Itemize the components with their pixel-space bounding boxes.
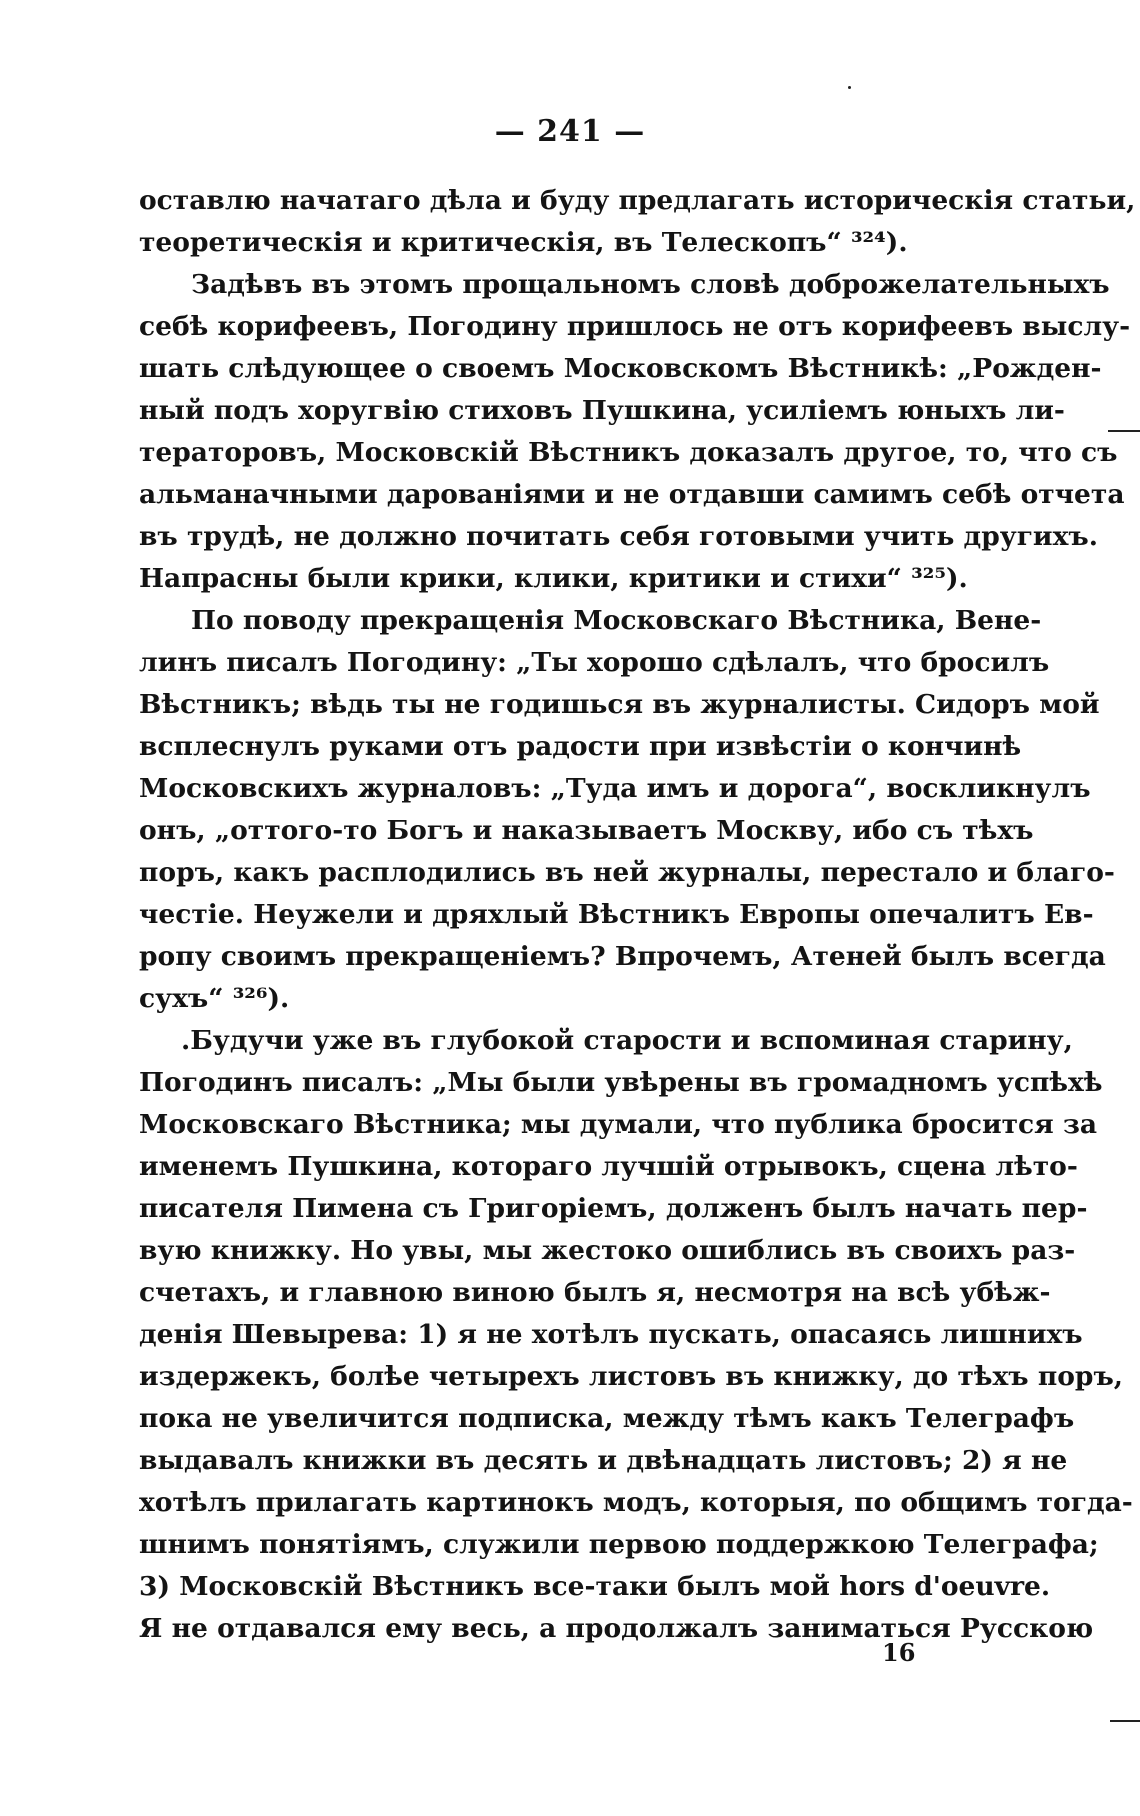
page-number: — 241 — <box>494 114 646 149</box>
text-line: вую книжку. Но увы, мы жестоко ошиблись въ своихъ раз- <box>139 1235 1076 1266</box>
text-line: теоретическія и критическія, въ Телескопъ“ ³²⁴). <box>139 227 908 258</box>
text-line: выдавалъ книжки въ десять и двѣнадцать листовъ; 2) я не <box>139 1445 1068 1476</box>
text-line: Напрасны были крики, клики, критики и стихи“ ³²⁵). <box>139 563 968 594</box>
text-line: Вѣстникъ; вѣдь ты не годишься въ журналисты. Сидоръ мой <box>139 689 1100 720</box>
text-line: линъ писалъ Погодину: „Ты хорошо сдѣлалъ, что бросилъ <box>139 647 1050 678</box>
text-line: Погодинъ писалъ: „Мы были увѣрены въ громадномъ успѣхѣ <box>139 1067 1103 1098</box>
text-line: оставлю начатаго дѣла и буду предлагать историческія статьи, <box>139 185 1136 216</box>
text-line: ный подъ хоругвію стиховъ Пушкина, усиліемъ юныхъ ли- <box>139 395 1065 426</box>
text-line: онъ, „оттого-то Богъ и наказываетъ Москву, ибо съ тѣхъ <box>139 815 1034 846</box>
text-line: 3) Московскій Вѣстникъ все-таки былъ мой hors d'oeuvre. <box>139 1571 1051 1602</box>
body-text <box>139 180 1136 1650</box>
text-line: По поводу прекращенія Московскаго Вѣстника, Вене- <box>191 605 1042 636</box>
text-line: именемъ Пушкина, котораго лучшій отрывокъ, сцена лѣто- <box>139 1151 1078 1182</box>
speck-mark <box>848 86 851 89</box>
text-line: счетахъ, и главною виною былъ я, несмотря на всѣ убѣж- <box>139 1277 1051 1308</box>
text-line: тераторовъ, Московскій Вѣстникъ доказалъ другое, то, что съ <box>139 437 1118 468</box>
text-line: хотѣлъ прилагать картинокъ модъ, которыя, по общимъ тогда- <box>139 1487 1133 1518</box>
text-line: себѣ корифеевъ, Погодину пришлось не отъ корифеевъ выслу- <box>139 311 1131 342</box>
text-line: Я не отдавался ему весь, а продолжалъ заниматься Русскою <box>139 1613 1094 1644</box>
edge-mark <box>1110 1720 1140 1722</box>
text-line: Задѣвъ въ этомъ прощальномъ словѣ доброжелательныхъ <box>191 269 1110 300</box>
text-line: въ трудѣ, не должно почитать себя готовыми учить другихъ. <box>139 521 1098 552</box>
text-line: писателя Пимена съ Григоріемъ, долженъ былъ начать пер- <box>139 1193 1088 1224</box>
text-line: Московскаго Вѣстника; мы думали, что публика бросится за <box>139 1109 1098 1140</box>
text-line: Московскихъ журналовъ: „Туда имъ и дорога“, воскликнулъ <box>139 773 1091 804</box>
text-line: пока не увеличится подписка, между тѣмъ какъ Телеграфъ <box>139 1403 1075 1434</box>
text-line: денія Шевырева: 1) я не хотѣлъ пускать, опасаясь лишнихъ <box>139 1319 1083 1350</box>
text-line: издержекъ, болѣе четырехъ листовъ въ книжку, до тѣхъ поръ, <box>139 1361 1124 1392</box>
signature-mark: 16 <box>882 1638 916 1667</box>
text-line: всплеснулъ руками отъ радости при извѣстіи о кончинѣ <box>139 731 1022 762</box>
text-line: поръ, какъ расплодились въ ней журналы, перестало и благо- <box>139 857 1115 888</box>
text-line: шать слѣдующее о своемъ Московскомъ Вѣстникѣ: „Рожден- <box>139 353 1102 384</box>
text-line: .Будучи уже въ глубокой старости и вспоминая старину, <box>181 1025 1073 1056</box>
text-line: честіе. Неужели и дряхлый Вѣстникъ Европы опечалитъ Ев- <box>139 899 1094 930</box>
text-line: сухъ“ ³²⁶). <box>139 983 290 1014</box>
text-line: шнимъ понятіямъ, служили первою поддержкою Телеграфа; <box>139 1529 1099 1560</box>
edge-mark <box>1108 430 1140 432</box>
text-line: альманачными дарованіями и не отдавши самимъ себѣ отчета <box>139 479 1125 510</box>
text-line: ропу своимъ прекращеніемъ? Впрочемъ, Атеней былъ всегда <box>139 941 1106 972</box>
